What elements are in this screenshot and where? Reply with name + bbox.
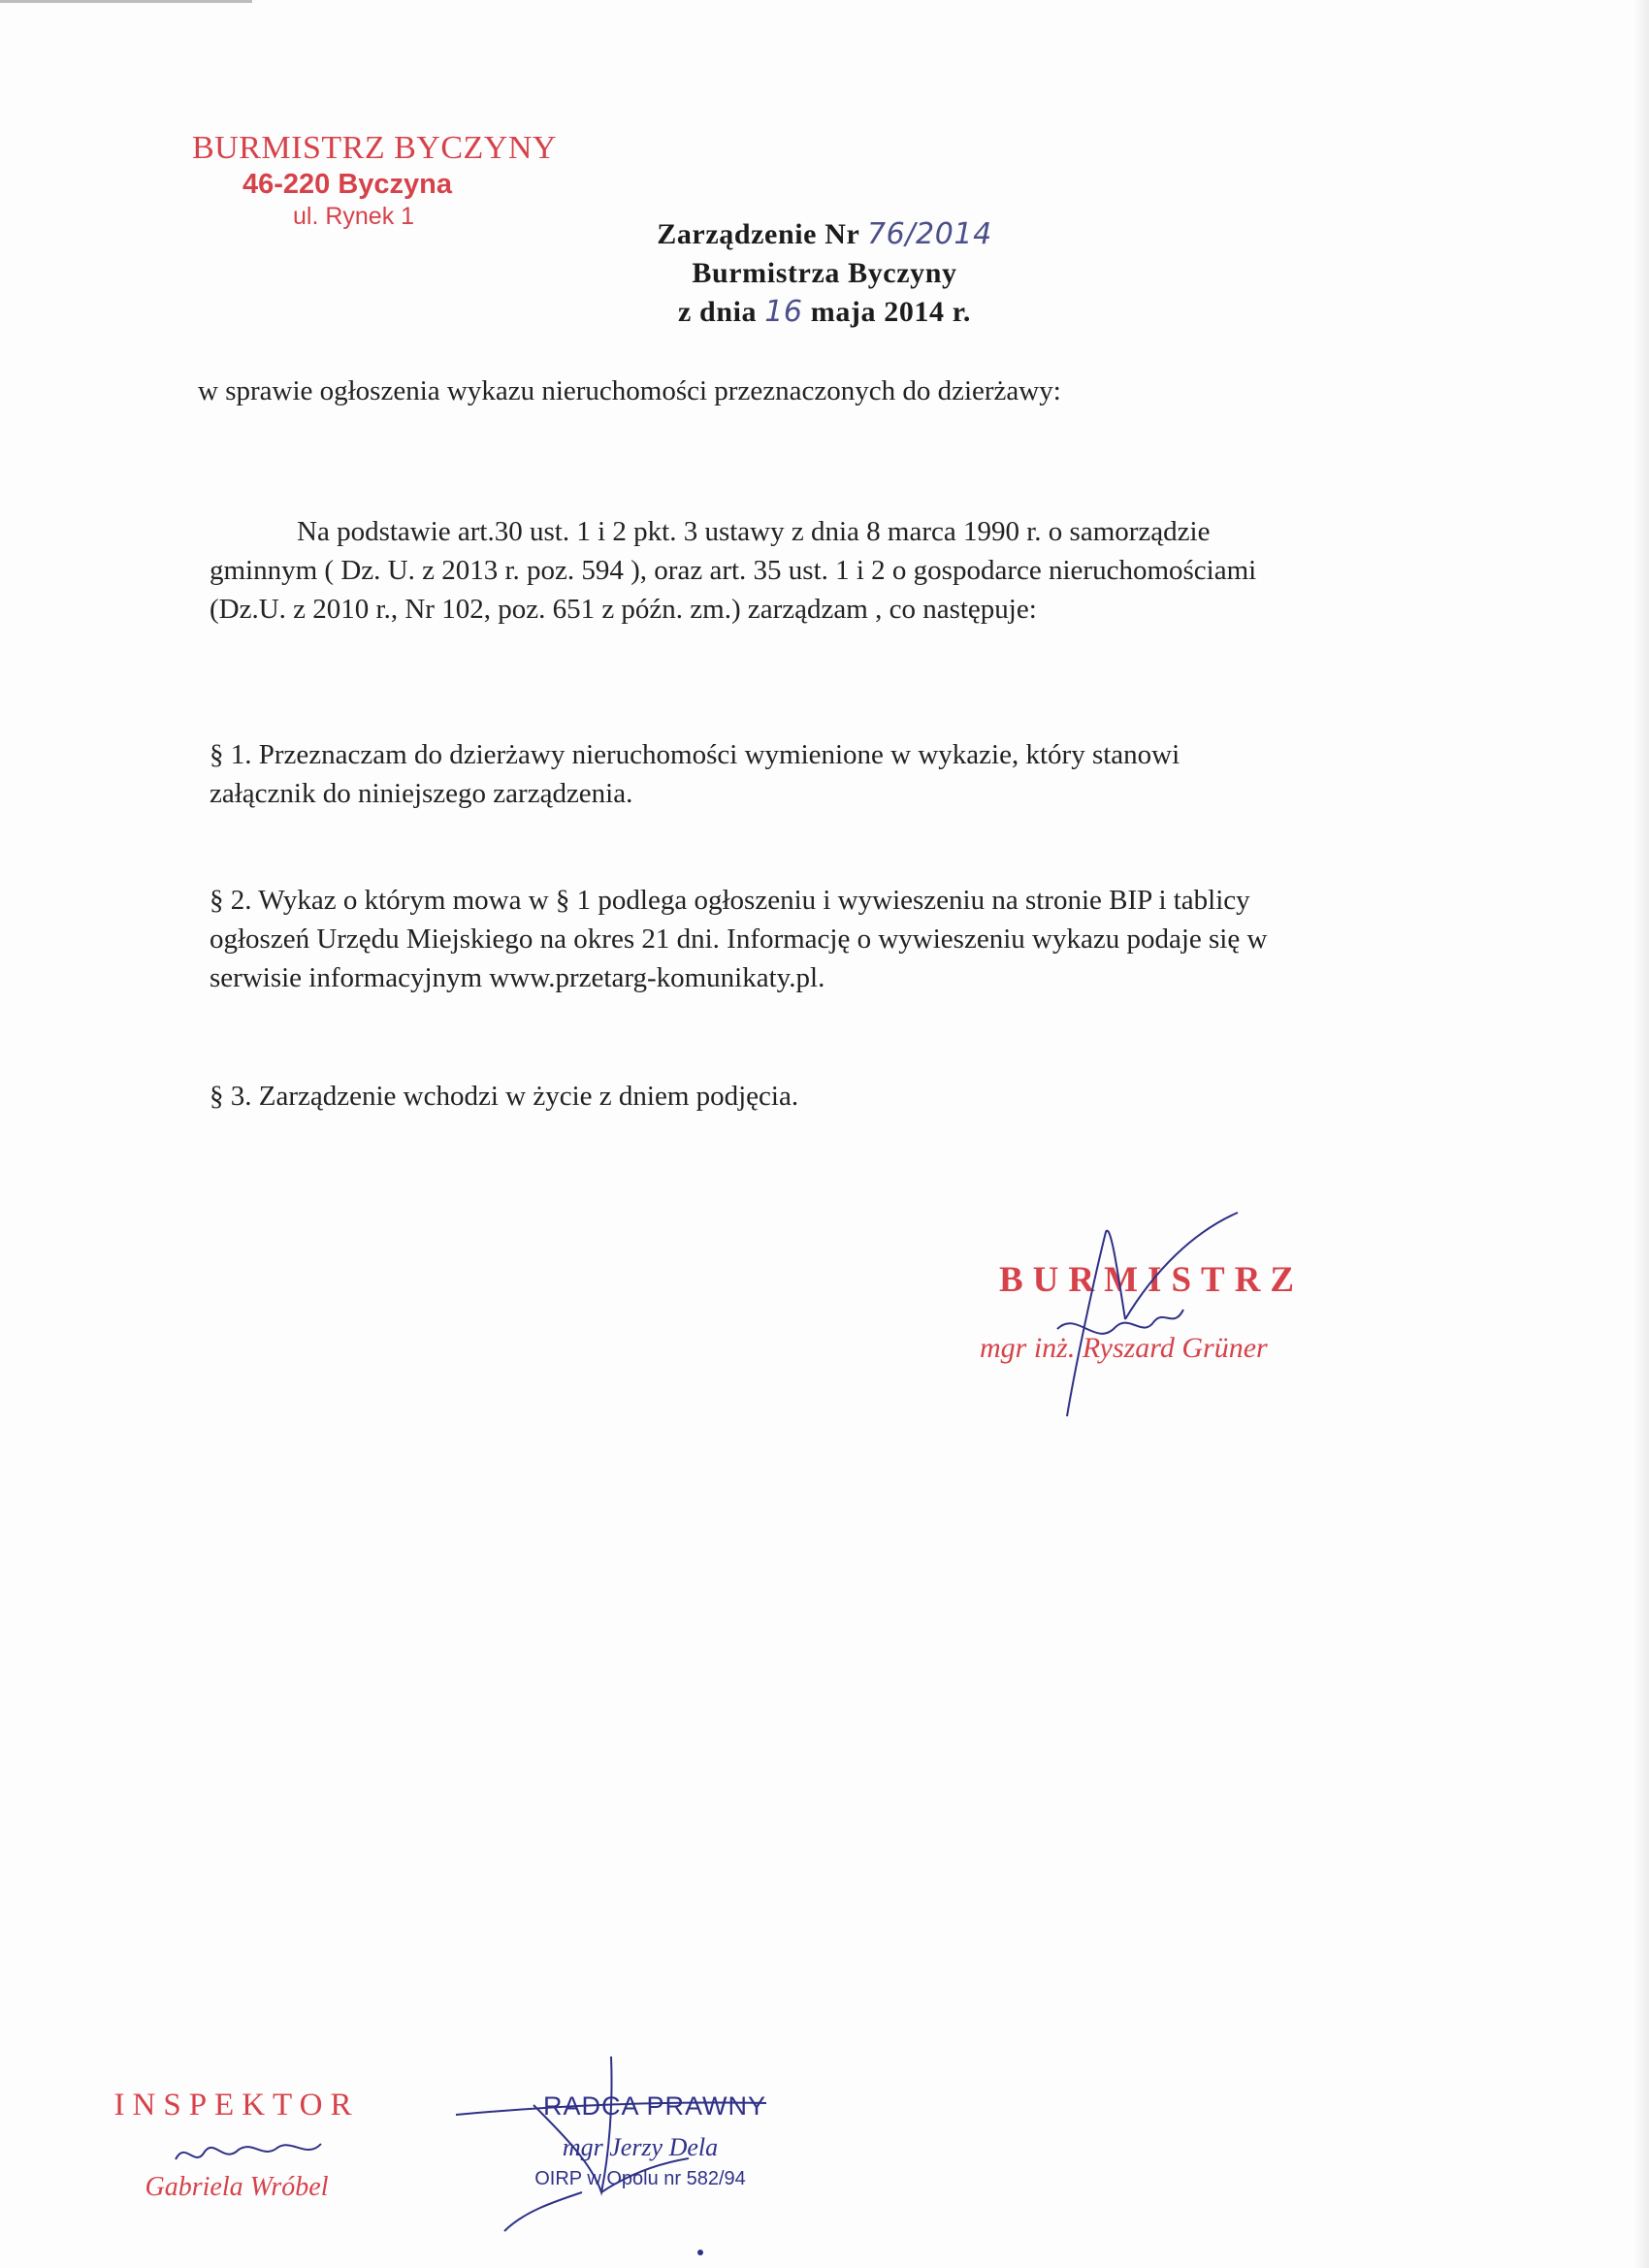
scan-edge-top bbox=[0, 0, 252, 3]
title-line3 bbox=[543, 293, 1106, 332]
paragraph-3 bbox=[210, 1077, 1180, 1116]
paragraph-line: § 2. Wykaz o którym mowa w § 1 podlega ogłoszeniu i wywieszeniu na stronie BIP i tablicy bbox=[210, 885, 1250, 916]
title-line2: Burmistrza Byczyny bbox=[692, 257, 957, 289]
scan-edge-right bbox=[1632, 0, 1649, 2268]
address-stamp-line1: BURMISTRZ BYCZYNY bbox=[192, 130, 557, 166]
basis-line: gminnym ( Dz. U. z 2013 r. poz. 594 ), oraz art. 35 ust. 1 i 2 o gospodarce nieruchomościami bbox=[210, 555, 1257, 586]
address-stamp bbox=[192, 130, 580, 231]
basis-line: (Dz.U. z 2010 r., Nr 102, poz. 651 z późn. zm.) zarządzam , co następuje: bbox=[210, 594, 1037, 625]
legal-signature bbox=[446, 2047, 776, 2260]
address-stamp-line2: 46-220 Byczyna bbox=[242, 169, 453, 200]
title-line1 bbox=[543, 215, 1106, 254]
document-title bbox=[543, 215, 1106, 332]
paragraph-2 bbox=[210, 881, 1441, 997]
date-suffix: maja 2014 r. bbox=[810, 296, 971, 328]
paragraph-line: § 3. Zarządzenie wchodzi w życie z dniem podjęcia. bbox=[210, 1081, 799, 1112]
subject-line: w sprawie ogłoszenia wykazu nieruchomości przeznaczonych do dzierżawy: bbox=[198, 375, 1061, 406]
paragraph-line: ogłoszeń Urzędu Miejskiego na okres 21 dni. Informację o wywieszeniu wykazu podaje się w bbox=[210, 923, 1268, 955]
legal-basis bbox=[210, 512, 1432, 629]
inspector-signature bbox=[171, 2130, 326, 2179]
inspector-stamp-role: INSPEKTOR bbox=[113, 2088, 360, 2122]
legal-stamp-role: RADCA PRAWNY bbox=[542, 2091, 767, 2121]
legal-stamp-registration: OIRP w Opolu nr 582/94 bbox=[534, 2168, 746, 2189]
inspector-stamp-name: Gabriela Wróbel bbox=[145, 2172, 329, 2202]
mayor-stamp-role: BURMISTRZ bbox=[999, 1260, 1305, 1300]
legal-stamp-name: mgr Jerzy Dela bbox=[562, 2133, 719, 2161]
mayor-signature bbox=[1038, 1213, 1290, 1426]
paragraph-line: § 1. Przeznaczam do dzierżawy nieruchomości wymienione w wykazie, który stanowi bbox=[210, 739, 1180, 770]
handwritten-number: 76/2014 bbox=[866, 217, 992, 251]
paragraph-1 bbox=[210, 735, 1432, 813]
handwritten-day: 16 bbox=[764, 295, 803, 329]
title-prefix: Zarządzenie Nr bbox=[657, 218, 859, 250]
paragraph-line: serwisie informacyjnym www.przetarg-komunikaty.pl. bbox=[210, 962, 825, 993]
date-prefix: z dnia bbox=[678, 296, 758, 328]
paragraph-line: załącznik do niniejszego zarządzenia. bbox=[210, 778, 633, 809]
basis-line: Na podstawie art.30 ust. 1 i 2 pkt. 3 ustawy z dnia 8 marca 1990 r. o samorządzie bbox=[297, 516, 1211, 547]
mayor-stamp-name: mgr inż. Ryszard Grüner bbox=[980, 1332, 1268, 1364]
address-stamp-line3: ul. Rynek 1 bbox=[293, 203, 415, 230]
